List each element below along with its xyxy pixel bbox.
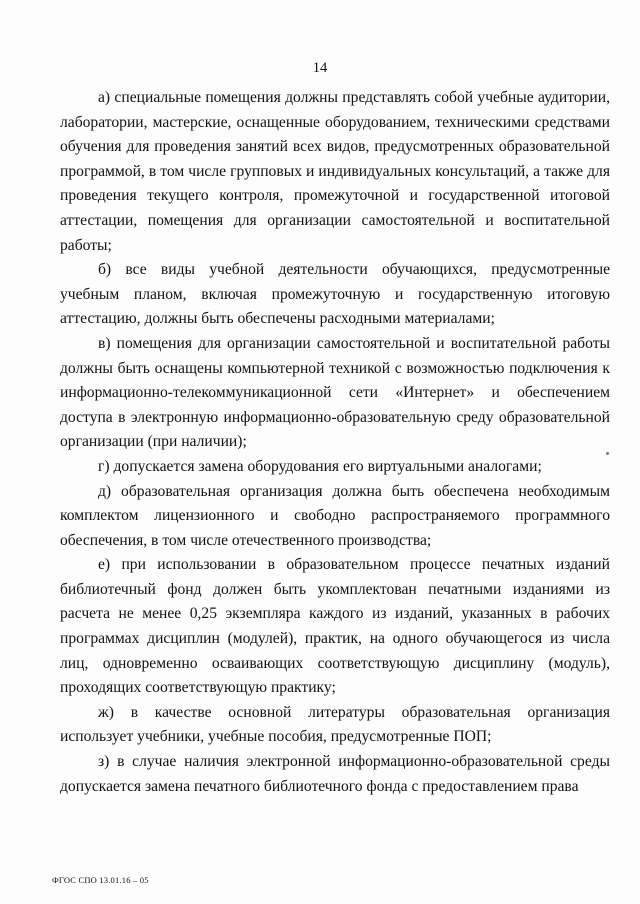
paragraph-a: а) специальные помещения должны представлять собой учебные аудитории, лаборатории, мастерские, оснащенные оборудованием, техническими средствами обучения для проведения занятий всех видов, предусмотренных образовательной программой, в том числе групповых и индивидуальных консультаций, а также для проведения текущего контроля, промежуточной и государственной итоговой аттестации, помещения для организации самостоятельной и воспитательной работы; [60,89,610,254]
document-footer: ФГОС СПО 13.01.16 – 05 [52,875,149,885]
page-number: 14 [312,60,328,76]
paragraph-e: е) при использовании в образовательном процессе печатных изданий библиотечный фонд должен быть укомплектован печатными изданиями из расчета не менее 0,25 экземпляра каждого из изданий, указанных в рабочих программах дисциплин (модулей), практик, на одного обучающегося из числа лиц, одновременно осваивающих соответствующую дисциплину (модуль), проходящих соответствующую практику; [60,556,610,697]
paragraph-z: з) в случае наличия электронной информационно-образовательной среды допускается замена печатного библиотечного фонда с предоставлением права [60,753,610,795]
paragraph-zh: ж) в качестве основной литературы образовательная организация использует учебники, учебные пособия, предусмотренные ПОП; [60,703,610,746]
document-body [60,86,610,799]
paragraph-v: в) помещения для организации самостоятельной и воспитательной работы должны быть оснащены компьютерной техникой с возможностью подключения к информационно-телекоммуникационной сети «Интернет» и обеспечением доступа в электронную информационно-образовательную среду образовательной организации (при наличии); [60,334,610,451]
paragraph-d: д) образовательная организация должна быть обеспечена необходимым комплектом лицензионного и свободно распространяемого программного обеспечения, в том числе отечественного производства; [60,482,610,549]
scan-speck [606,452,609,455]
paragraph-b: б) все виды учебной деятельности обучающихся, предусмотренные учебным планом, включая промежуточную и государственную итоговую аттестацию, должны быть обеспечены расходными материалами; [60,261,610,328]
paragraph-g: г) допускается замена оборудования его виртуальными аналогами; [98,457,542,475]
